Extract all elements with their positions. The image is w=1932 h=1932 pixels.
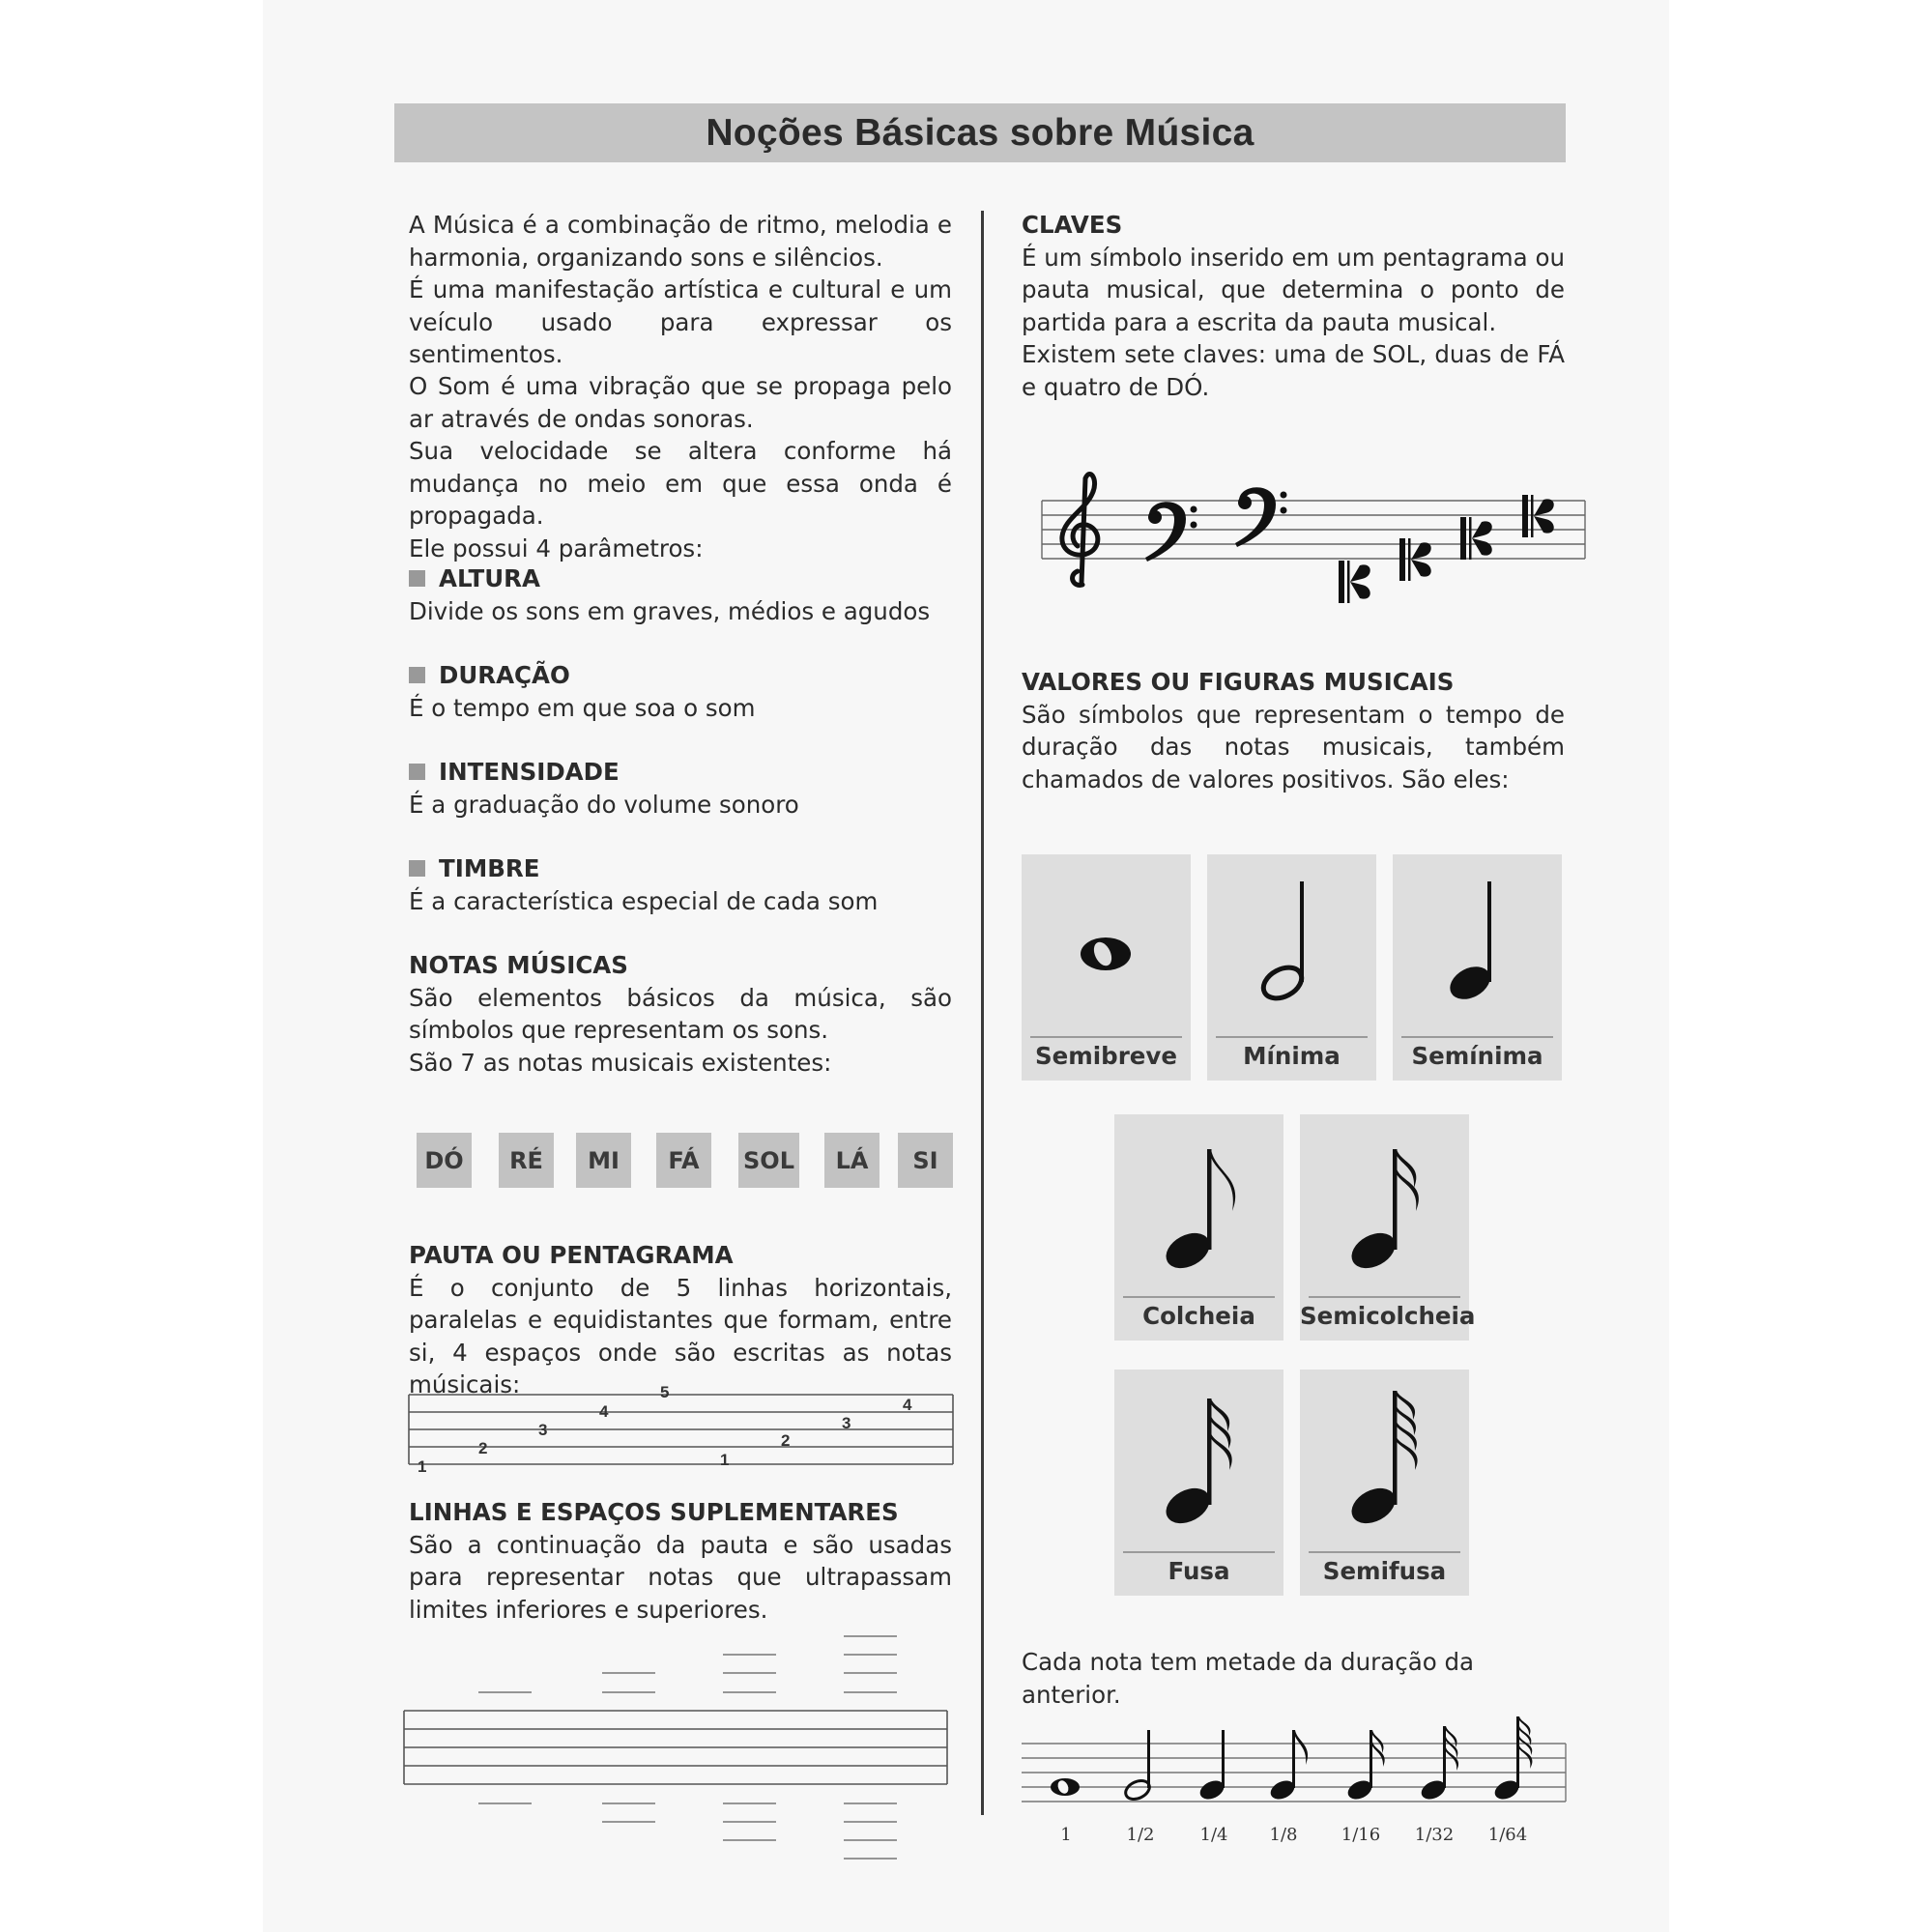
param-name: INTENSIDADE (439, 758, 620, 786)
fraction-label: 1/32 (1414, 1825, 1455, 1845)
fraction-label: 1/4 (1199, 1825, 1228, 1845)
note-si: SI (898, 1133, 953, 1188)
staff-number: 1 (418, 1457, 427, 1476)
whole-note-icon (1051, 1778, 1080, 1796)
fraction-label: 1 (1060, 1825, 1072, 1845)
page-title: Noções Básicas sobre Música (706, 111, 1254, 154)
intro-text-2: É uma manifestação artística e cultural e um veículo usado para expressar os sentimentos. (409, 275, 952, 368)
clefs-staff (1039, 469, 1590, 604)
sixtyfourth-note-icon (1492, 1716, 1533, 1802)
column-divider (981, 211, 984, 1815)
figure-label: Semibreve (1034, 1042, 1177, 1070)
figure-card-semicolcheia (1300, 1114, 1476, 1341)
staff-number: 1 (720, 1451, 730, 1469)
linhas-text: São a continuação da pauta e são usadas para representar notas que ultrapassam limites inferiores e superiores. (409, 1530, 952, 1624)
minima-icon (1207, 854, 1376, 1038)
semicolcheia-icon (1300, 1114, 1469, 1298)
param-desc: É o tempo em que soa o som (409, 693, 756, 722)
linhas-heading: LINHAS E ESPAÇOS SUPLEMENTARES (409, 1498, 899, 1526)
note-mi: MI (576, 1133, 631, 1188)
staff-number: 5 (660, 1383, 670, 1401)
staff-number: 3 (842, 1414, 851, 1432)
note-la: LÁ (824, 1133, 879, 1188)
fraction-label: 1/8 (1269, 1825, 1298, 1845)
param-name: TIMBRE (439, 854, 540, 882)
claves-text-2: Existem sete claves: uma de SOL, duas de FÁ e quatro de DÓ. (1022, 340, 1565, 401)
param-name: DURAÇÃO (439, 661, 570, 689)
semibreve-icon (1022, 854, 1191, 1038)
fraction-label: 1/16 (1341, 1825, 1381, 1845)
c-clef-icon (1460, 517, 1492, 560)
sixteenth-note-icon (1345, 1730, 1385, 1802)
bullet-square-icon (409, 764, 425, 780)
param-altura (409, 562, 952, 627)
quarter-note-icon (1197, 1730, 1227, 1802)
claves-section (1022, 209, 1565, 403)
som-text-3: Ele possui 4 parâmetros: (409, 533, 704, 562)
staff-number: 4 (903, 1396, 912, 1414)
figure-card-seminima (1393, 854, 1562, 1081)
param-name: ALTURA (439, 564, 540, 592)
intro-text-1: A Música é a combinação de ritmo, melodia e harmonia, organizando sons e silêncios. (409, 211, 952, 272)
figure-card-fusa (1114, 1370, 1283, 1596)
eighth-note-icon (1268, 1730, 1309, 1802)
intro-paragraph (409, 209, 952, 371)
figure-card-colcheia (1114, 1114, 1283, 1341)
som-paragraph (409, 370, 952, 564)
fusa-icon (1114, 1370, 1283, 1553)
note-re: RÉ (499, 1133, 554, 1188)
fraction-label: 1/64 (1487, 1825, 1528, 1845)
valores-section (1022, 666, 1565, 795)
pauta-heading: PAUTA OU PENTAGRAMA (409, 1241, 734, 1269)
figure-label: Fusa (1168, 1557, 1230, 1585)
valores-text: São símbolos que representam o tempo de duração das notas musicais, também chamados de valores positivos. São eles: (1022, 700, 1565, 793)
metade-text: Cada nota tem metade da duração da anterior. (1022, 1648, 1475, 1709)
figure-label: Semicolcheia (1300, 1302, 1476, 1330)
staff-number: 3 (538, 1421, 548, 1439)
valores-heading: VALORES OU FIGURAS MUSICAIS (1022, 668, 1455, 696)
title-bar (394, 103, 1566, 162)
claves-text-1: É um símbolo inserido em um pentagrama ou pauta musical, que determina o ponto de partida para a escrita da pauta musical. (1022, 243, 1565, 336)
note-do: DÓ (417, 1133, 472, 1188)
notas-text-1: São elementos básicos da música, são símbolos que representam os sons. (409, 983, 952, 1044)
metade-section (1022, 1646, 1565, 1711)
ledger-lines-staff (401, 1633, 957, 1865)
figure-card-semibreve (1022, 854, 1191, 1081)
semifusa-icon (1300, 1370, 1469, 1553)
param-desc: É a característica especial de cada som (409, 886, 879, 915)
bullet-square-icon (409, 667, 425, 683)
param-timbre (409, 852, 952, 917)
thirtysecond-note-icon (1419, 1726, 1459, 1802)
param-desc: É a graduação do volume sonoro (409, 790, 799, 819)
notas-text-2: São 7 as notas musicais existentes: (409, 1048, 832, 1077)
figure-label: Colcheia (1142, 1302, 1255, 1330)
figure-card-semifusa (1300, 1370, 1469, 1596)
fraction-label: 1/2 (1126, 1825, 1155, 1845)
figure-label: Semifusa (1322, 1557, 1447, 1585)
staff-number: 2 (478, 1439, 488, 1457)
bass-clef-icon (1235, 487, 1287, 547)
staff-number: 2 (781, 1431, 791, 1450)
numbered-staff (406, 1392, 957, 1471)
c-clef-icon (1339, 561, 1370, 603)
durations-staff (1020, 1711, 1571, 1822)
pauta-text: É o conjunto de 5 linhas horizontais, paralelas e equidistantes que formam, entre si, 4 espaços onde são escritas as notas músicais: (409, 1273, 952, 1399)
colcheia-icon (1114, 1114, 1283, 1298)
pauta-section (409, 1239, 952, 1401)
staff-number: 4 (599, 1402, 609, 1421)
param-duracao (409, 659, 952, 724)
bass-clef-icon (1145, 502, 1197, 562)
som-text-1: O Som é uma vibração que se propaga pelo ar através de ondas sonoras. (409, 372, 952, 433)
param-intensidade (409, 756, 952, 821)
note-fa: FÁ (656, 1133, 711, 1188)
seminima-icon (1393, 854, 1562, 1038)
note-sol: SOL (738, 1133, 799, 1188)
bullet-square-icon (409, 570, 425, 587)
figure-label: Semínima (1411, 1042, 1543, 1070)
som-text-2: Sua velocidade se altera conforme há mudança no meio em que essa onda é propagada. (409, 437, 952, 530)
linhas-section (409, 1496, 952, 1626)
notas-section (409, 949, 952, 1079)
figure-label: Mínima (1243, 1042, 1341, 1070)
claves-heading: CLAVES (1022, 211, 1123, 239)
param-desc: Divide os sons em graves, médios e agudos (409, 596, 931, 625)
figure-card-minima (1207, 854, 1376, 1081)
notas-heading: NOTAS MÚSICAS (409, 951, 628, 979)
bullet-square-icon (409, 860, 425, 877)
half-note-icon (1123, 1730, 1153, 1802)
